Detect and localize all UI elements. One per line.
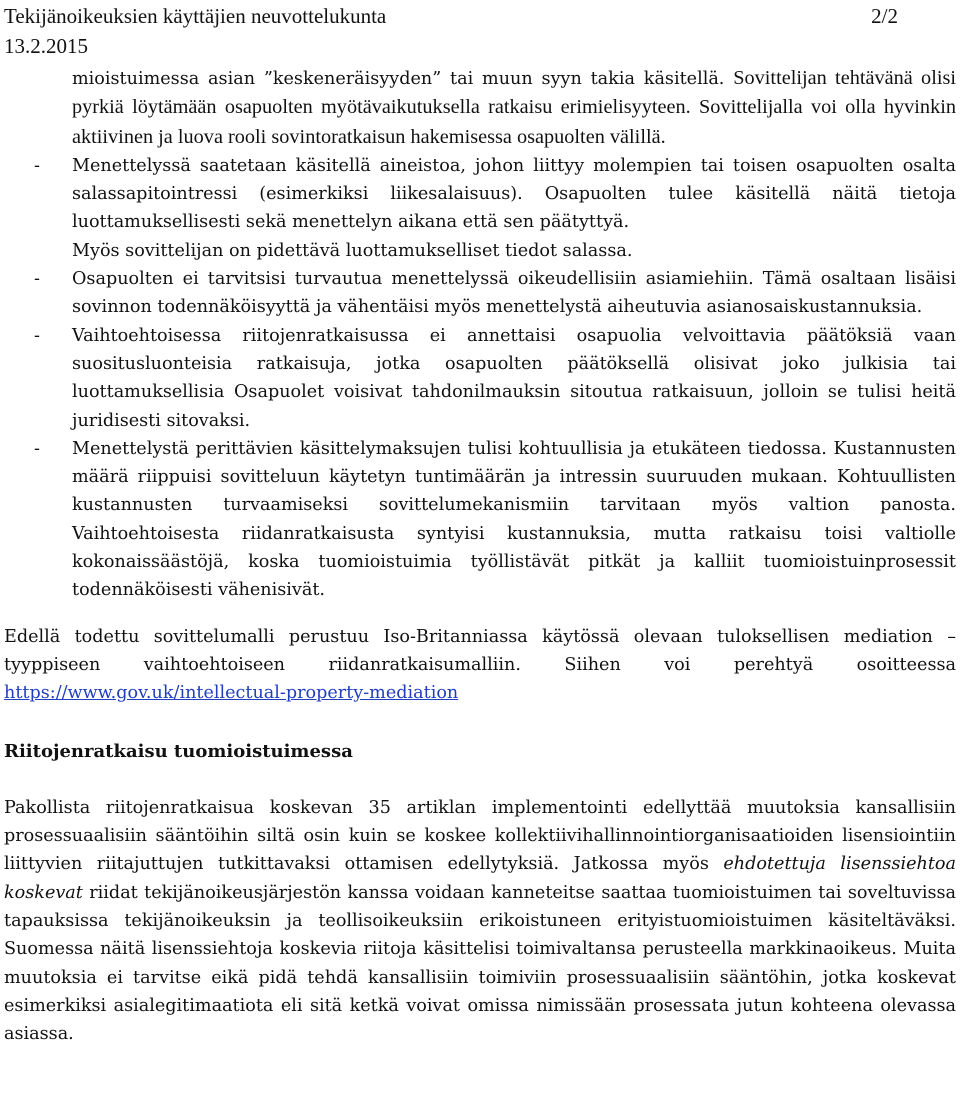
intro-paragraph [4, 64, 956, 152]
section-emphasis: ehdotettuja lisenssiehtoa koskevat [4, 854, 956, 903]
bullet-text: Menettelyssä saatetaan käsitellä aineistoa, johon liittyy molempien tai toisen osapuolten osalta salassapitointressi (esimerkiksi liikesalaisuus). Osapuolten tulee käsitellä näitä tietoja luottamuksellisesti sekä menettelyn aikana että sen päätyttyä. [72, 155, 956, 233]
section-text-part1: Pakollista riitojenratkaisua koskevan 35 artiklan implementointi edellyttää muutoksia kansallisiin prosessuaalisiin sääntöihin siltä osin kuin se koskee kollektiivihallinnointiorganisaatioiden lisensiointiin liittyvien riitajuttujen tutkittavaksi ottamisen edellytyksiä. Jatkossa myös [4, 797, 956, 875]
page-number: 2/2 [871, 4, 898, 28]
bullet-text: Vaihtoehtoisessa riitojenratkaisussa ei annettaisi osapuolia velvoittavia päätöksiä vaan suositusluonteisia ratkaisuja, jotka osapuolten päätöksellä olisivat joko julkisia tai luottamuksellisia Osapuolet voisivat tahdonilmauksin sitoutua ratkaisuun, jolloin se tulisi heitä juridisesti sitovaksi. [72, 325, 956, 431]
bullet-dash: - [34, 269, 40, 290]
section-text-part2: riidat tekijänoikeusjärjestön kanssa voidaan kanneteitse saattaa tuomioistuimen tai soveltuvissa tapauksissa tekijänoikeuksin ja teollisoikeuksiin erikoistuneen erityistuomioistuimen käsiteltäväksi. Suomessa näitä lisenssiehtoja koskevia riitoja käsittelisi toimivaltansa perusteella markkinaoikeus. Muita muutoksia ei tarvitse eikä pidä tehdä kansallisiin toimiviin prosessuaalisiin sääntöhin, jotka koskevat esimerkiksi asialegitimaatiota eli sitä ketkä voivat omissa nimissään prosessata jutun kohteena olevassa asiassa. [4, 882, 956, 1045]
section-paragraph [4, 794, 956, 1049]
mediation-link[interactable]: https://www.gov.uk/intellectual-property-mediation [4, 683, 459, 704]
mediation-text: Edellä todettu sovittelumalli perustuu Iso-Britanniassa käytössä olevaan tuloksellisen mediation – tyyppiseen vaihtoehtoiseen riidanratkaisumalliin. Siihen voi perehtyä osoitteessa [4, 626, 956, 675]
intro-text-part1: mioistuimessa asian ”keskeneräisyyden” tai muun syyn takia käsitellä. [72, 69, 734, 89]
document-date: 13.2.2015 [4, 34, 88, 58]
list-item [4, 322, 956, 435]
mediation-paragraph [4, 623, 956, 708]
bullet-text: Menettelystä perittävien käsittelymaksujen tulisi kohtuullisia ja etukäteen tiedossa. Kustannusten määrä riippuisi sovitteluun käytetyn tuntimäärän ja intressin suuruuden mukaan. Kohtuullisten kustannusten turvaamiseksi sovittelumekanismiin tarvitaan myös valtion panosta. Vaihtoehtoisesta riidanratkaisusta syntyisi kustannuksia, mutta ratkaisu toisi valtiolle kokonaissäästöjä, koska tuomioistuimia työllistävät pitkät ja kalliit tuomioistuinprosessit todennäköisesti vähenisivät. [72, 438, 956, 601]
intro-text-part2: Sovittelijan tehtävänä olisi pyrkiä löytämään osapuolten myötävaikutuksella ratkaisu erimielisyyteen. Sovittelijalla voi olla hyvinkin aktiivinen ja luova rooli sovintoratkaisun hakemisessa osapuolten välillä. [72, 67, 956, 148]
bullet-dash: - [34, 325, 40, 346]
bullet-dash: - [34, 155, 40, 176]
list-item [4, 435, 956, 605]
list-item [4, 265, 956, 322]
bullet-text: Osapuolten ei tarvitsisi turvautua menettelyssä oikeudellisiin asiamiehiin. Tämä osaltaan lisäisi sovinnon todennäköisyyttä ja vähentäisi myös menettelystä aiheutuvia asianosaiskustannuksia. [72, 269, 956, 318]
bullet-dash: - [34, 438, 40, 459]
document-body [4, 64, 956, 1049]
bullet-list [4, 152, 956, 605]
list-item [4, 152, 956, 265]
document-title: Tekijänoikeuksien käyttäjien neuvottelukunta [4, 4, 387, 28]
bullet-continuation: Myös sovittelijan on pidettävä luottamukselliset tiedot salassa. [72, 240, 633, 261]
section-heading: Riitojenratkaisu tuomioistuimessa [4, 740, 353, 762]
